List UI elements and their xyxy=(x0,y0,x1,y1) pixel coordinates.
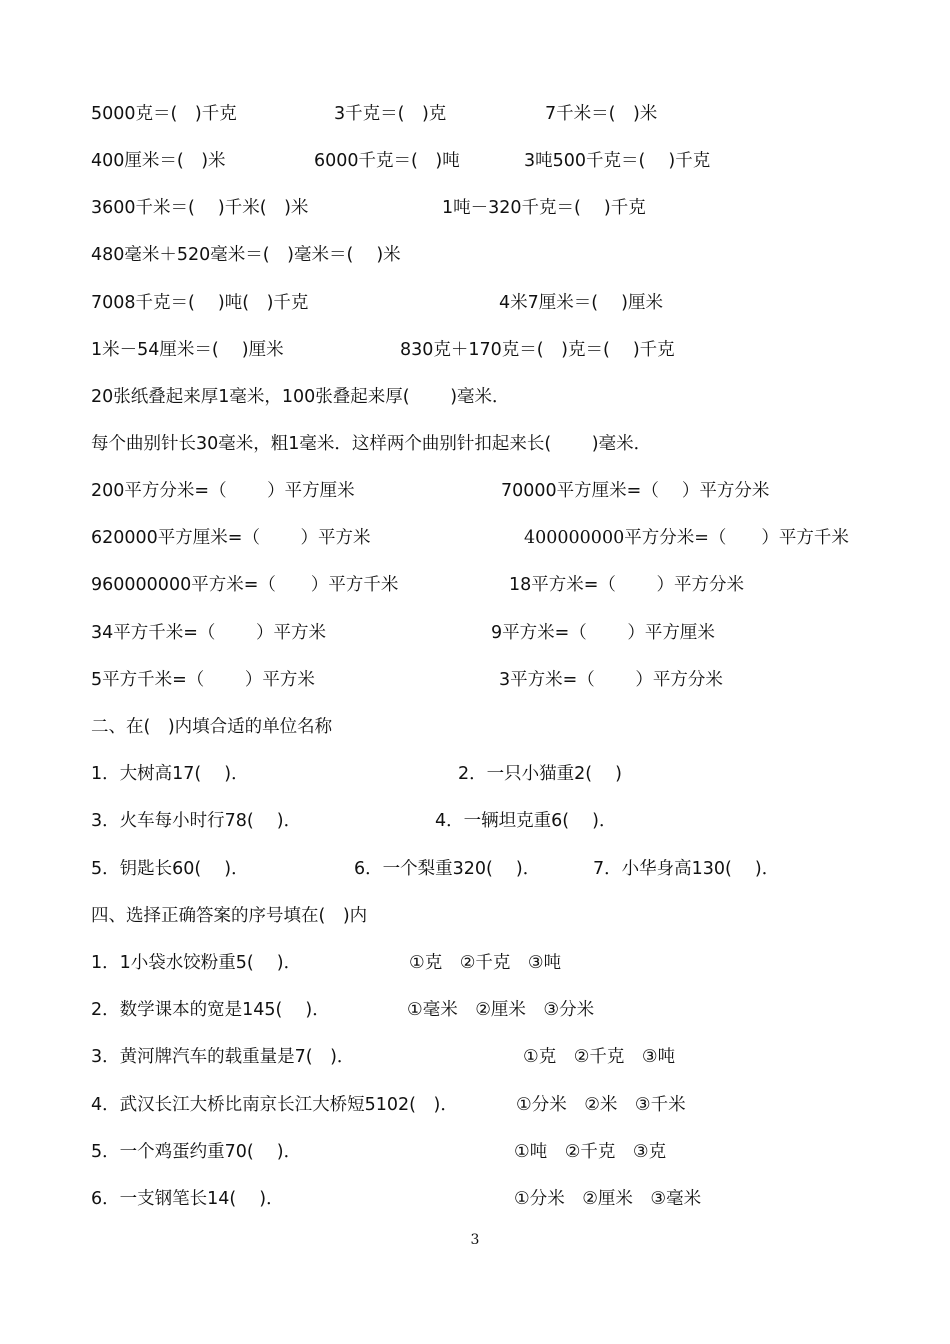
conversion-line-4 xyxy=(0,241,950,269)
conversion-line-6 xyxy=(0,336,950,364)
conversion-line-7 xyxy=(0,383,950,411)
area-conversion-item: 18平方米=（ ）平方分米 xyxy=(509,575,744,595)
section-heading: 四、选择正确答案的序号填在( )内 xyxy=(91,906,368,926)
conversion-item: 3600千米＝( )千米( )米 xyxy=(91,198,309,218)
conversion-item: 1吨－320千克＝( )千克 xyxy=(442,198,646,218)
unit-line-2 xyxy=(0,807,950,835)
choice-line-1 xyxy=(0,949,950,977)
area-line-4 xyxy=(0,619,950,647)
unit-question: 6．一个梨重320( )． xyxy=(354,859,541,879)
area-conversion-item: 70000平方厘米=（ ）平方分米 xyxy=(501,481,770,501)
area-conversion-item: 200平方分米=（ ）平方厘米 xyxy=(91,481,355,501)
area-line-3 xyxy=(0,571,950,599)
conversion-line-8 xyxy=(0,430,950,458)
conversion-line-3 xyxy=(0,194,950,222)
word-problem: 每个曲别针长30毫米，粗1毫米．这样两个曲别针扣起来长( )毫米． xyxy=(91,434,652,454)
area-conversion-item: 960000000平方米=（ ）平方千米 xyxy=(91,575,399,595)
conversion-line-1 xyxy=(0,100,950,128)
unit-line-3 xyxy=(0,855,950,883)
conversion-item: 7008千克＝( )吨( )千克 xyxy=(91,293,309,313)
conversion-item: 1米－54厘米＝( )厘米 xyxy=(91,340,284,360)
area-conversion-item: 620000平方厘米=（ ）平方米 xyxy=(91,528,371,548)
choice-question: 6．一支钢笔长14( )． xyxy=(91,1189,284,1209)
unit-question: 7．小华身高130( )． xyxy=(593,859,780,879)
unit-question: 2．一只小猫重2( ) xyxy=(458,764,622,784)
choice-question: 4．武汉长江大桥比南京长江大桥短5102( )． xyxy=(91,1095,458,1115)
area-conversion-item: 3平方米=（ ）平方分米 xyxy=(499,670,723,690)
choice-options: ①分米 ②厘米 ③毫米 xyxy=(514,1189,702,1209)
unit-question: 1．大树高17( )． xyxy=(91,764,249,784)
conversion-item: 7千米＝( )米 xyxy=(545,104,658,124)
conversion-line-2 xyxy=(0,147,950,175)
choice-options: ①毫米 ②厘米 ③分米 xyxy=(407,1000,595,1020)
conversion-item: 400厘米＝( )米 xyxy=(91,151,226,171)
unit-line-1 xyxy=(0,760,950,788)
area-line-1 xyxy=(0,477,950,505)
choice-question: 3．黄河牌汽车的载重量是7( )． xyxy=(91,1047,355,1067)
conversion-line-5 xyxy=(0,289,950,317)
choice-question: 2．数学课本的宽是145( )． xyxy=(91,1000,330,1020)
conversion-item: 5000克＝( )千克 xyxy=(91,104,237,124)
section-heading: 二、在( )内填合适的单位名称 xyxy=(91,717,333,737)
choice-options: ①克 ②千克 ③吨 xyxy=(523,1047,676,1067)
conversion-item: 480毫米＋520毫米＝( )毫米＝( )米 xyxy=(91,245,401,265)
choice-options: ①吨 ②千克 ③克 xyxy=(514,1142,667,1162)
conversion-item: 830克＋170克＝( )克＝( )千克 xyxy=(400,340,675,360)
conversion-item: 3千克＝( )克 xyxy=(334,104,447,124)
page-number: 3 xyxy=(470,1232,480,1248)
choice-question: 1．1小袋水饺粉重5( )． xyxy=(91,953,302,973)
word-problem: 20张纸叠起来厚1毫米，100张叠起来厚( )毫米． xyxy=(91,387,510,407)
section-2-heading xyxy=(0,713,950,741)
unit-question: 4．一辆坦克重6( )． xyxy=(435,811,617,831)
conversion-item: 3吨500千克＝( )千克 xyxy=(524,151,711,171)
choice-line-2 xyxy=(0,996,950,1024)
conversion-item: 6000千克＝( )吨 xyxy=(314,151,460,171)
choice-line-5 xyxy=(0,1138,950,1166)
area-line-5 xyxy=(0,666,950,694)
choice-question: 5．一个鸡蛋约重70( )． xyxy=(91,1142,302,1162)
unit-question: 3．火车每小时行78( )． xyxy=(91,811,302,831)
section-4-heading xyxy=(0,902,950,930)
choice-line-6 xyxy=(0,1185,950,1213)
area-conversion-item: 9平方米=（ ）平方厘米 xyxy=(491,623,715,643)
choice-line-3 xyxy=(0,1043,950,1071)
conversion-item: 4米7厘米＝( )厘米 xyxy=(499,293,663,313)
area-conversion-item: 5平方千米=（ ）平方米 xyxy=(91,670,315,690)
area-conversion-item: 400000000平方分米=（ ）平方千米 xyxy=(524,528,849,548)
unit-question: 5．钥匙长60( )． xyxy=(91,859,249,879)
choice-options: ①克 ②千克 ③吨 xyxy=(409,953,562,973)
area-conversion-item: 34平方千米=（ ）平方米 xyxy=(91,623,326,643)
choice-options: ①分米 ②米 ③千米 xyxy=(516,1095,686,1115)
area-line-2 xyxy=(0,524,950,552)
choice-line-4 xyxy=(0,1091,950,1119)
